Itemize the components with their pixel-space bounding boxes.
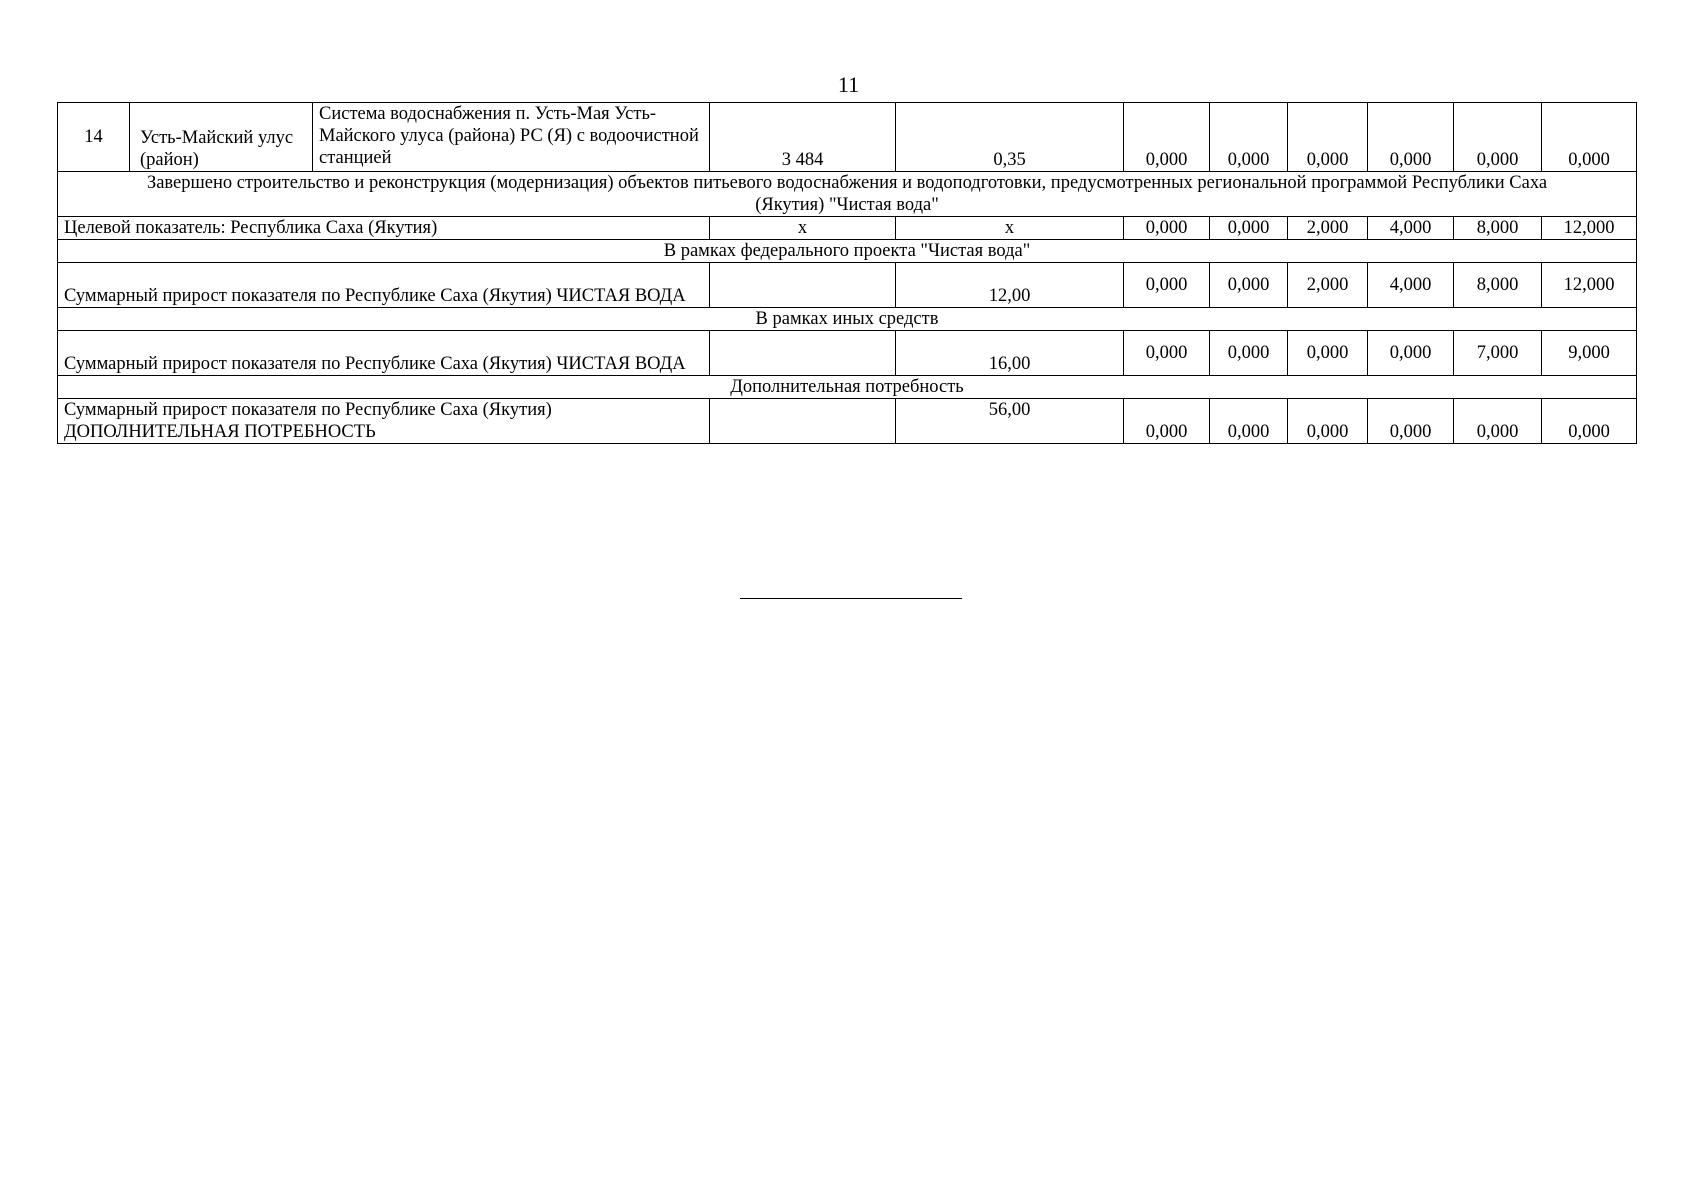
population-cell: 3 484 — [710, 103, 896, 172]
additional-sum-label: Суммарный прирост показателя по Республике Саха (Якутия) ДОПОЛНИТЕЛЬНАЯ ПОТРЕБНОСТЬ — [58, 399, 710, 444]
district-name: Усть-Майский улус (район) — [130, 103, 313, 172]
value-cell: 4,000 — [1368, 263, 1454, 308]
value-cell: 0,000 — [1288, 103, 1368, 172]
value-cell: 0,000 — [1124, 331, 1210, 376]
value-cell: 0,000 — [1124, 263, 1210, 308]
additional-col1 — [710, 399, 896, 444]
value-cell: 4,000 — [1368, 217, 1454, 240]
value-cell: 0,000 — [1124, 103, 1210, 172]
value-cell: 0,000 — [1210, 331, 1288, 376]
section-heading-federal: В рамках федерального проекта "Чистая вода" — [58, 240, 1637, 263]
value-cell: 2,000 — [1288, 217, 1368, 240]
value-cell: 8,000 — [1454, 263, 1542, 308]
value-cell: 12,000 — [1542, 263, 1637, 308]
target-indicator-row — [58, 217, 1637, 240]
table-row-object-14 — [58, 103, 1637, 172]
page-number: 11 — [837, 72, 860, 97]
value-cell: 0,000 — [1210, 263, 1288, 308]
other-sum-row — [58, 331, 1637, 376]
value-cell: 2,000 — [1288, 263, 1368, 308]
value-cell: 9,000 — [1542, 331, 1637, 376]
value-cell: 12,000 — [1542, 217, 1637, 240]
other-col2: 16,00 — [896, 331, 1124, 376]
value-cell: 0,000 — [1368, 399, 1454, 444]
program-table — [57, 102, 1637, 444]
object-name: Система водоснабжения п. Усть-Мая Усть-Майского улуса (района) РС (Я) с водоочистной станцией — [313, 103, 710, 172]
value-cell: 0,000 — [1368, 331, 1454, 376]
value-cell: 0,000 — [1210, 399, 1288, 444]
value-cell: 0,000 — [1124, 217, 1210, 240]
federal-sum-label: Суммарный прирост показателя по Республике Саха (Якутия) ЧИСТАЯ ВОДА — [58, 263, 710, 308]
federal-col1 — [710, 263, 896, 308]
section-row-federal — [58, 240, 1637, 263]
section-heading-additional: Дополнительная потребность — [58, 376, 1637, 399]
value-cell: 0,000 — [1542, 103, 1637, 172]
capacity-cell: 0,35 — [896, 103, 1124, 172]
end-of-document-divider — [740, 598, 962, 599]
section-row-additional — [58, 376, 1637, 399]
value-cell: 0,000 — [1288, 331, 1368, 376]
other-col1 — [710, 331, 896, 376]
value-cell: 8,000 — [1454, 217, 1542, 240]
value-cell: 0,000 — [1124, 399, 1210, 444]
value-cell: 0,000 — [1288, 399, 1368, 444]
target-col1: х — [710, 217, 896, 240]
value-cell: 0,000 — [1368, 103, 1454, 172]
section-row-completed — [58, 172, 1637, 217]
federal-col2: 12,00 — [896, 263, 1124, 308]
value-cell: 0,000 — [1210, 103, 1288, 172]
other-sum-label: Суммарный прирост показателя по Республике Саха (Якутия) ЧИСТАЯ ВОДА — [58, 331, 710, 376]
federal-sum-row — [58, 263, 1637, 308]
value-cell: 0,000 — [1542, 399, 1637, 444]
additional-col2: 56,00 — [896, 399, 1124, 444]
additional-sum-row — [58, 399, 1637, 444]
target-col2: х — [896, 217, 1124, 240]
section-row-other — [58, 308, 1637, 331]
section-heading-other: В рамках иных средств — [58, 308, 1637, 331]
target-label: Целевой показатель: Республика Саха (Якутия) — [58, 217, 710, 240]
value-cell: 0,000 — [1454, 103, 1542, 172]
value-cell: 7,000 — [1454, 331, 1542, 376]
section-heading-completed: Завершено строительство и реконструкция (модернизация) объектов питьевого водоснабжения и водоподготовки, предусмотренных региональной программой Республики Саха (Якутия) "Чистая вода" — [58, 172, 1637, 217]
row-number: 14 — [58, 103, 130, 172]
value-cell: 0,000 — [1454, 399, 1542, 444]
value-cell: 0,000 — [1210, 217, 1288, 240]
